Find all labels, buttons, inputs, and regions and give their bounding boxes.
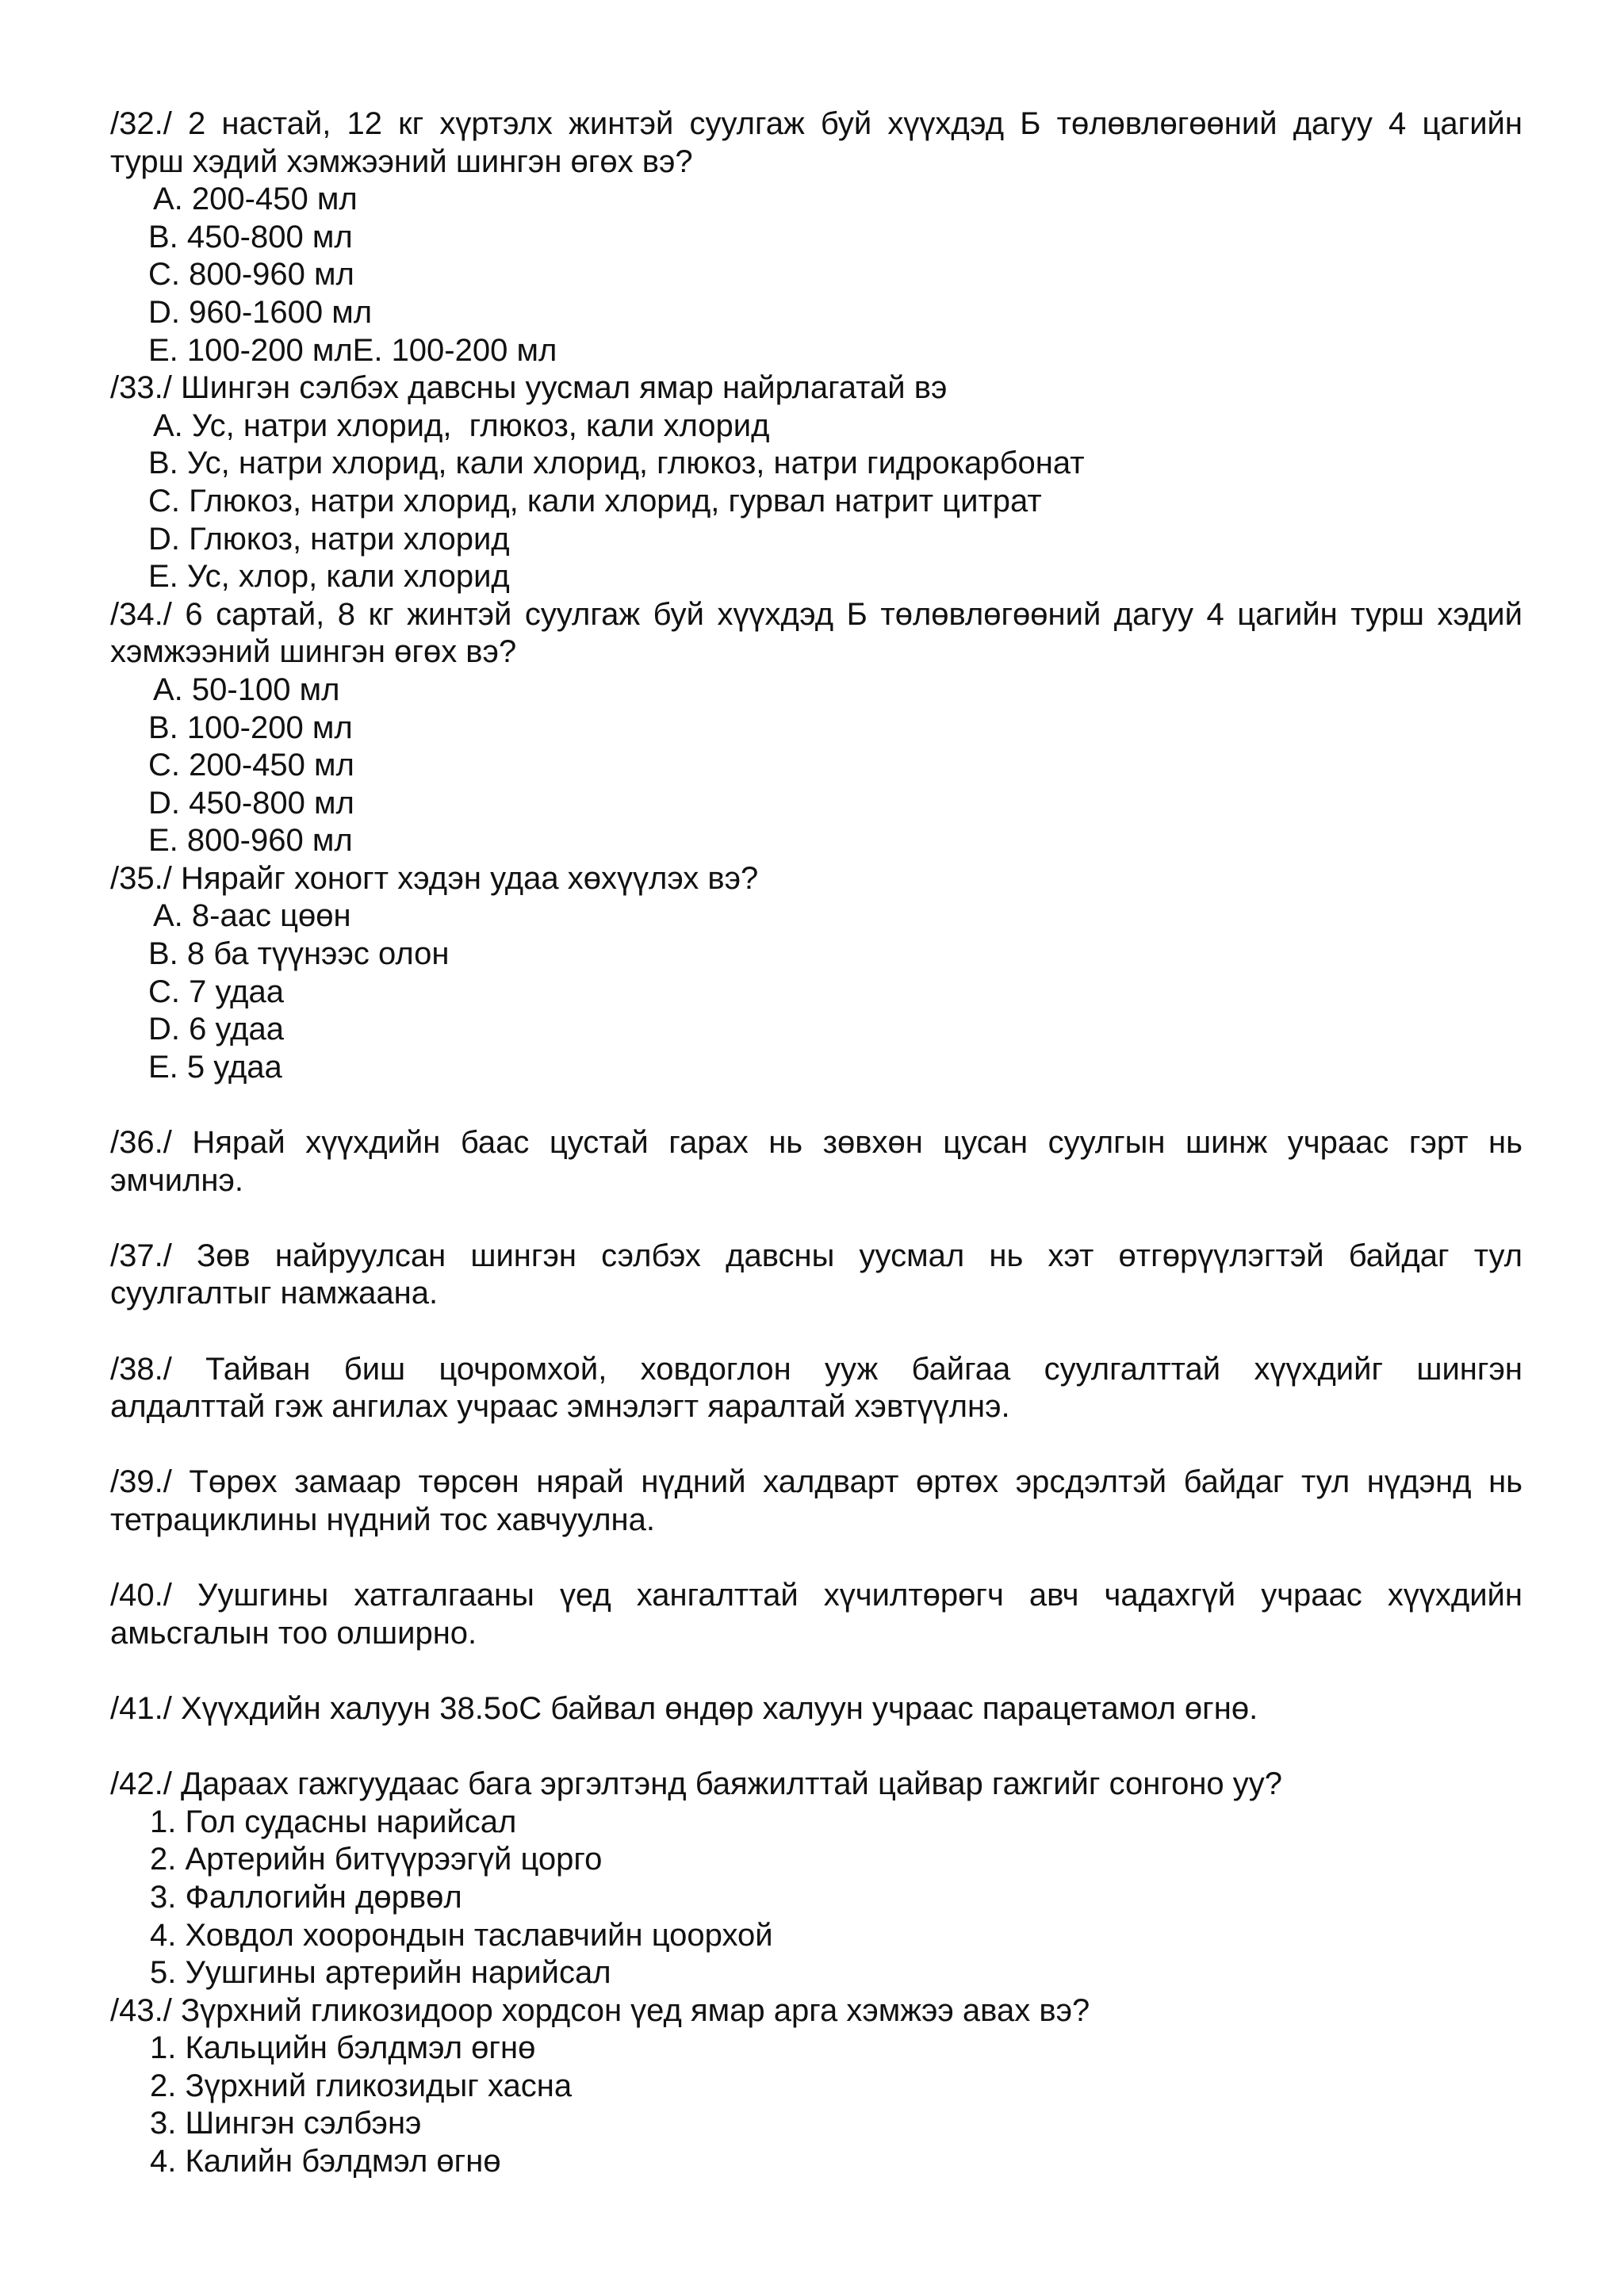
statement-39 bbox=[110, 1464, 1522, 1539]
answer-option: B. 8 ба түүнээс олон bbox=[148, 936, 450, 972]
question-33 bbox=[110, 369, 1522, 596]
answer-option: D. 960-1600 мл bbox=[148, 294, 373, 330]
statement-line: амьсгалын тоо олширно. bbox=[110, 1615, 477, 1651]
question-line: /35./ Нярайг хоногт хэдэн удаа хөхүүлэх вэ? bbox=[110, 860, 759, 896]
question-42 bbox=[110, 1766, 1522, 1992]
answer-option: A. 200-450 мл bbox=[153, 182, 358, 217]
answer-option: B. 100-200 мл bbox=[148, 710, 353, 745]
answer-option: B. Ус, натри хлорид, кали хлорид, глюкоз, натри гидрокарбонат bbox=[148, 446, 1085, 481]
statement-line: суулгалтыг намжаана. bbox=[110, 1276, 439, 1311]
statement-line: тетрациклины нүдний тос хавчуулна. bbox=[110, 1502, 655, 1537]
answer-option: A. 50-100 мл bbox=[153, 672, 340, 707]
numbered-item: 4. Ховдол хоорондын таславчийн цоорхой bbox=[150, 1917, 773, 1953]
question-line: хэмжээний шингэн өгөх вэ? bbox=[110, 634, 517, 670]
statement-line: алдалттай гэж ангилах учраас эмнэлэгт яаралтай хэвтүүлнэ. bbox=[110, 1389, 1010, 1425]
answer-option: C. 800-960 мл bbox=[148, 257, 354, 293]
answer-option: D. 6 удаа bbox=[148, 1012, 284, 1047]
statement-line: эмчилнэ. bbox=[110, 1162, 244, 1198]
answer-option: A. 8-аас цөөн bbox=[153, 898, 351, 934]
question-34 bbox=[110, 596, 1522, 860]
numbered-item: 4. Калийн бэлдмэл өгнө bbox=[150, 2144, 501, 2179]
question-line: турш хэдий хэмжээний шингэн өгөх вэ? bbox=[110, 144, 693, 179]
statement-line: /38./ Тайван биш цочромхой, ховдоглон ууж байгаа суулгалттай хүүхдийг шингэн bbox=[110, 1351, 1522, 1387]
statement-38 bbox=[110, 1351, 1522, 1426]
statement-line: /40./ Уушгины хатгалгааны үед хангалттай хүчилтөрөгч авч чадахгүй учраас хүүхдийн bbox=[110, 1578, 1522, 1613]
statement-line: /36./ Нярай хүүхдийн баас цустай гарах нь зөвхөн цусан суулгын шинж учраас гэрт нь bbox=[110, 1125, 1522, 1161]
answer-option: E. 800-960 мл bbox=[148, 823, 353, 859]
numbered-item: 2. Зүрхний гликозидыг хасна bbox=[150, 2068, 573, 2103]
question-text bbox=[110, 596, 1522, 672]
numbered-item: 1. Гол судасны нарийсал bbox=[150, 1804, 517, 1839]
answer-option: C. 7 удаа bbox=[148, 974, 284, 1009]
answer-option: E. 100-200 млE. 100-200 мл bbox=[148, 332, 557, 368]
numbered-item: 3. Фаллогийн дөрвөл bbox=[150, 1879, 462, 1915]
question-line: /32./ 2 настай, 12 кг хүртэлх жинтэй суулгаж буй хүүхдэд Б төлөвлөгөөний дагуу 4 цагийн bbox=[110, 106, 1522, 141]
statement-line: /41./ Хүүхдийн халуун 38.5oC байвал өндөр халуун учраас парацетамол өгнө. bbox=[110, 1690, 1258, 1726]
question-text bbox=[110, 860, 1522, 898]
answer-option: B. 450-800 мл bbox=[148, 219, 353, 254]
answer-option: D. 450-800 мл bbox=[148, 785, 354, 821]
statement-37 bbox=[110, 1238, 1522, 1313]
statement-41 bbox=[110, 1690, 1522, 1728]
numbered-item: 2. Артерийн битүүрээгүй цорго bbox=[150, 1842, 603, 1877]
question-line: /34./ 6 сартай, 8 кг жинтэй суулгаж буй хүүхдэд Б төлөвлөгөөний дагуу 4 цагийн турш хэдий bbox=[110, 596, 1522, 632]
numbered-item: 5. Уушгины артерийн нарийсал bbox=[150, 1955, 611, 1991]
statement-36 bbox=[110, 1124, 1522, 1200]
answer-option: E. 5 удаа bbox=[148, 1049, 282, 1085]
question-line: /33./ Шингэн сэлбэх давсны уусмал ямар найрлагатай вэ bbox=[110, 370, 948, 406]
document-page bbox=[110, 105, 1522, 2181]
question-32 bbox=[110, 105, 1522, 369]
question-43 bbox=[110, 1992, 1522, 2181]
question-text bbox=[110, 105, 1522, 181]
statement-line: /37./ Зөв найруулсан шингэн сэлбэх давсны уусмал нь хэт өтгөрүүлэгтэй байдаг тул bbox=[110, 1238, 1522, 1273]
statement-line: /39./ Төрөх замаар төрсөн нярай нүдний халдварт өртөх эрсдэлтэй байдаг тул нүдэнд нь bbox=[110, 1464, 1522, 1500]
numbered-item: 3. Шингэн сэлбэнэ bbox=[150, 2106, 422, 2141]
numbered-item: 1. Кальцийн бэлдмэл өгнө bbox=[150, 2030, 536, 2066]
answer-option: E. Ус, хлор, кали хлорид bbox=[148, 559, 510, 595]
question-text: /43./ Зүрхний гликозидоор хордсон үед ямар арга хэмжээ авах вэ? bbox=[110, 1992, 1090, 2028]
statement-40 bbox=[110, 1577, 1522, 1652]
answer-option: A. Ус, натри хлорид, глюкоз, кали хлорид bbox=[153, 408, 770, 443]
answer-option: C. 200-450 мл bbox=[148, 748, 354, 783]
answer-option: C. Глюкоз, натри хлорид, кали хлорид, гурвал натрит цитрат bbox=[148, 483, 1042, 519]
answer-option: D. Глюкоз, натри хлорид bbox=[148, 521, 510, 557]
question-35 bbox=[110, 860, 1522, 1087]
question-text bbox=[110, 369, 1522, 408]
question-text: /42./ Дараах гажгуудаас бага эргэлтэнд баяжилттай цайвар гажгийг сонгоно уу? bbox=[110, 1766, 1283, 1802]
